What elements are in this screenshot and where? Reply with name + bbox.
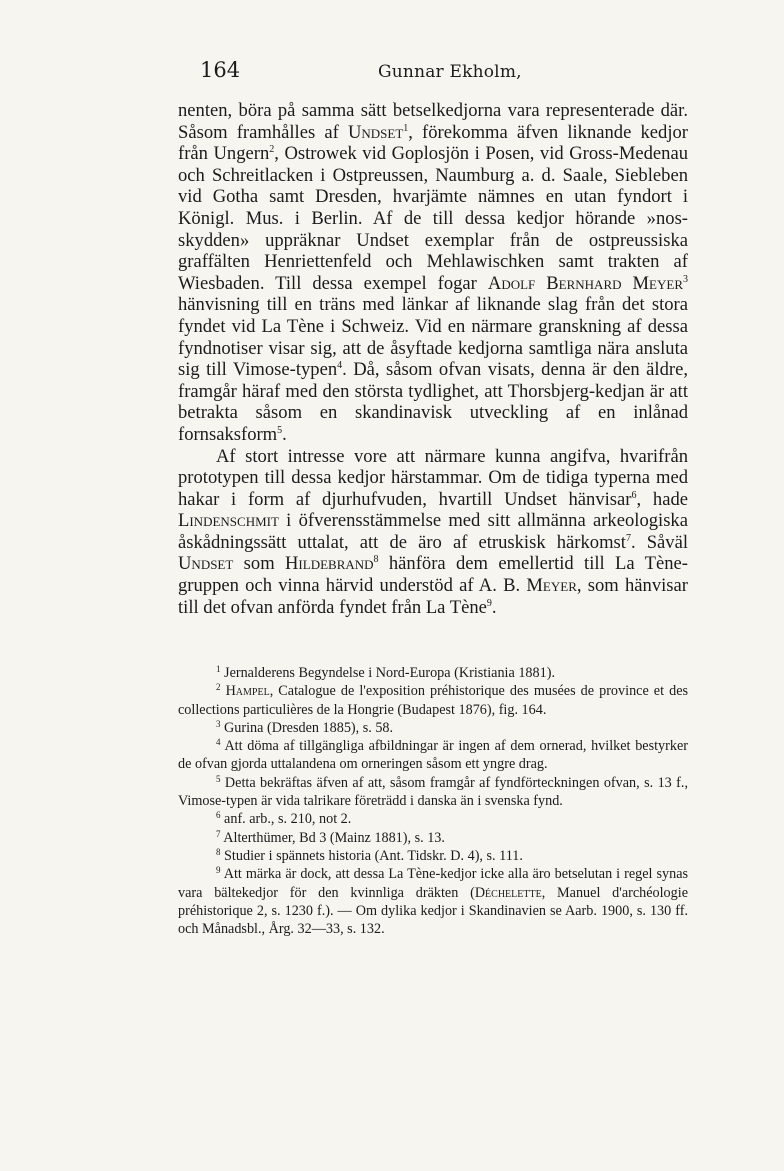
footnote-ref: 7 (625, 532, 631, 544)
body-text (178, 100, 688, 618)
footnote-7 (178, 829, 688, 847)
author-name: Lindenschmit (178, 510, 279, 532)
author-name: Meyer (526, 575, 577, 597)
text-run: hänföra dem emellertid till La Tène-gruppen och vinna härvid understöd af A. B. (178, 553, 688, 597)
text-run: , förekomma äfven liknande kedjor från Ungern (178, 121, 689, 165)
footnote-8 (178, 847, 688, 865)
footnote-ref: 8 (373, 554, 379, 566)
author-name: Hildebrand (285, 553, 374, 575)
text-run: i öfverensstämmelse med sitt allmänna arkeologiska åskådningssätt uttalat, att de äro af etruskisk härkomst (178, 510, 688, 553)
footnote-text: Alterthümer, Bd 3 (Mainz 1881), s. 13. (223, 829, 445, 846)
paragraph-1 (178, 100, 688, 446)
footnote-ref: 9 (486, 597, 492, 609)
footnote-ref: 6 (631, 489, 637, 501)
text-run: som (233, 553, 285, 575)
footnote-ref: 1 (403, 122, 409, 134)
footnote-4 (178, 737, 688, 774)
footnote-number: 4 (216, 737, 221, 748)
text-run: . (491, 596, 497, 618)
footnote-text: anf. arb., s. 210, not 2. (224, 811, 352, 828)
running-head: Gunnar Ekholm, (378, 62, 522, 82)
footnote-ref: 2 (269, 144, 275, 156)
text-run: , som hänvisar till det ofvan anförda fyndet från La Tène (178, 575, 688, 618)
footnote-ref: 4 (337, 360, 343, 372)
footnote-text: Att märka är dock, att dessa La Tène-kedjor icke alla äro betselutan i regel synas vara bältekedjor för den kvinnliga dräkten ( (178, 866, 689, 901)
text-run: , Ostrowek vid Goplosjön i Posen, vid Gross-Medenau och Schreitlacken i Ostpreussen, Naumburg a. d. Saale, Siebleben vid Gotha samt Dresden, hvarjämte nämnes en utan fyndort i Königl. Mus. i Berlin. Af de till dessa kedjor hörande »nos-skydden» uppräknar Undset exemplar från de ostpreussiska graffälten Henriettenfeld och Mehlawischken samt trakten af Wiesbaden. Till dessa exempel fogar (178, 143, 688, 294)
paragraph-2 (178, 446, 688, 619)
author-name: Undset (178, 553, 234, 575)
footnote-number: 9 (216, 865, 221, 876)
footnote-3 (178, 719, 688, 737)
footnote-number: 8 (216, 846, 221, 857)
footnote-text: Gurina (Dresden 1885), s. 58. (224, 719, 394, 736)
footnote-text: , Catalogue de l'exposition préhistorique des musées de province et des collections particulières de la Hongrie (Budapest 1876), fig. 164. (178, 683, 689, 718)
footnote-number: 7 (216, 828, 221, 839)
footnote-text: , Manuel d'archéologie préhistorique 2, s. 1230 f.). — Om dylika kedjor i Skandinavien se Aarb. 1900, s. 130 ff. och Månadsbl., Årg. 32—33, s. 132. (178, 884, 688, 938)
footnote-text: Att döma af tillgängliga afbildningar är ingen af dem ornerad, hvilket bestyrker de ofvan gjorda uttalandena om orneringen såsom ett yngre drag. (178, 738, 688, 773)
footnote-text: Studier i spännets historia (Ant. Tidskr. D. 4), s. 111. (224, 847, 523, 864)
author-name: Déchelette (474, 884, 542, 901)
author-name: Adolf Bernhard Meyer (487, 272, 683, 294)
footnote-number: 3 (216, 718, 221, 729)
text-run: Af stort intresse vore att närmare kunna angifva, hvarifrån prototypen till dessa kedjor härstammar. Om de tidiga typerna med hakar i form af djurhufvuden, hvartill Undset hänvisar (178, 445, 688, 510)
footnote-1 (178, 664, 688, 682)
footnote-number: 6 (216, 810, 221, 821)
footnote-9 (178, 865, 688, 938)
author-name: Undset (347, 121, 404, 143)
footnote-6 (178, 810, 688, 828)
page-header (0, 58, 784, 88)
text-run: . Då, såsom ofvan visats, denna är den äldre, framgår häraf med den största tydlighet, att Thorsbjerg-kedjan är att betrakta såsom en skandinavisk utveckling af en inlånad fornsaksform (178, 359, 688, 445)
text-run: . (282, 423, 287, 445)
footnote-5 (178, 774, 688, 811)
footnote-number: 1 (216, 664, 221, 674)
footnote-number: 2 (216, 682, 221, 693)
footnote-text: Detta bekräftas äfven af att, såsom framgår af fyndförteckningen ofvan, s. 13 f., Vimose-typen är vida talrikare företrädd i danska än i svenska fynd. (178, 774, 688, 810)
footnote-ref: 3 (683, 273, 688, 285)
footnote-2 (178, 682, 688, 719)
footnote-number: 5 (216, 773, 221, 784)
text-run: , hade (636, 488, 688, 510)
footnote-ref: 5 (277, 424, 283, 436)
text-run: . Såväl (630, 531, 688, 553)
text-run: hänvisning till en träns med länkar af liknande slag från det stora fyndet vid La Tène i Schweiz. Vid en närmare granskning af dessa fyndnotiser visar sig, att de åsyftade kedjorna samtliga nära ansluta sig till Vimose-typen (178, 294, 688, 381)
author-name: Hampel (225, 683, 270, 700)
page-number: 164 (200, 58, 241, 82)
text-run: nenten, böra på samma sätt betselkedjorna vara representerade där. Såsom framhålles af (178, 100, 688, 143)
footnote-text: Jernalderens Begyndelse i Nord-Europa (Kristiania 1881). (224, 665, 555, 681)
footnotes (178, 664, 688, 938)
